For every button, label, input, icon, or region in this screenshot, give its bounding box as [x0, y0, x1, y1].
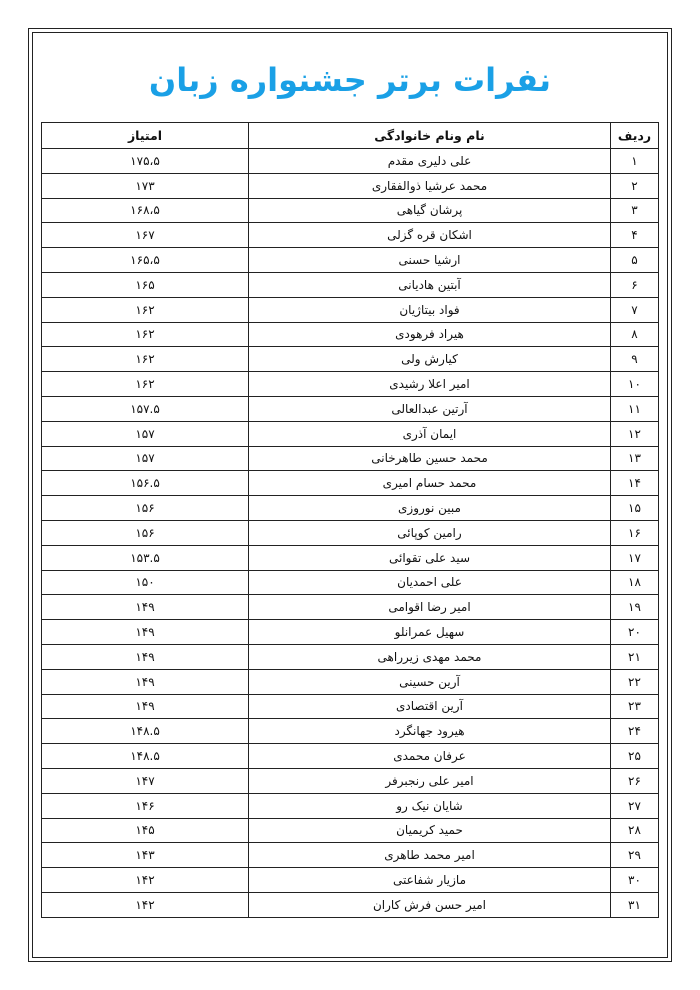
cell-name: علی احمدیان [249, 570, 611, 595]
table-row [42, 892, 659, 917]
table-row [42, 248, 659, 273]
table-row [42, 843, 659, 868]
header-name: نام ونام خانوادگی [249, 123, 611, 149]
cell-rank: ۱۲ [611, 421, 659, 446]
cell-name: عرفان محمدی [249, 744, 611, 769]
cell-name: محمد مهدی زیرراهی [249, 644, 611, 669]
cell-name: فواد بیتاژیان [249, 297, 611, 322]
cell-name: محمد عرشیا ذوالفقاری [249, 173, 611, 198]
cell-rank: ۶ [611, 272, 659, 297]
cell-name: امیر رضا اقوامی [249, 595, 611, 620]
cell-score: ۱۷۳ [42, 173, 249, 198]
table-row [42, 793, 659, 818]
cell-rank: ۲۶ [611, 768, 659, 793]
cell-score: ۱۵۶ [42, 496, 249, 521]
cell-name: امیر علی رنجبرفر [249, 768, 611, 793]
cell-name: مبین نوروزی [249, 496, 611, 521]
table-row [42, 644, 659, 669]
cell-name: علی دلیری مقدم [249, 149, 611, 174]
cell-score: ۱۶۸،۵ [42, 198, 249, 223]
cell-score: ۱۴۹ [42, 669, 249, 694]
cell-rank: ۲ [611, 173, 659, 198]
cell-rank: ۹ [611, 347, 659, 372]
cell-name: سهیل عمرانلو [249, 620, 611, 645]
cell-score: ۱۴۵ [42, 818, 249, 843]
cell-score: ۱۵۷ [42, 446, 249, 471]
cell-rank: ۱۸ [611, 570, 659, 595]
table-header-row [42, 123, 659, 149]
cell-score: ۱۵۶.۵ [42, 471, 249, 496]
cell-name: هیراد فرهودی [249, 322, 611, 347]
cell-rank: ۱۳ [611, 446, 659, 471]
cell-name: کیارش ولی [249, 347, 611, 372]
cell-rank: ۱۶ [611, 520, 659, 545]
cell-score: ۱۵۰ [42, 570, 249, 595]
results-table [41, 122, 659, 918]
cell-name: آرتین عبدالعالی [249, 396, 611, 421]
table-row [42, 471, 659, 496]
cell-name: ایمان آذری [249, 421, 611, 446]
cell-rank: ۳۰ [611, 868, 659, 893]
cell-name: حمید کریمیان [249, 818, 611, 843]
table-row [42, 297, 659, 322]
table-row [42, 620, 659, 645]
cell-rank: ۱۹ [611, 595, 659, 620]
cell-rank: ۲۹ [611, 843, 659, 868]
cell-name: محمد حسین طاهرخانی [249, 446, 611, 471]
table-row [42, 818, 659, 843]
cell-name: آرین اقتصادی [249, 694, 611, 719]
cell-rank: ۱۵ [611, 496, 659, 521]
cell-rank: ۸ [611, 322, 659, 347]
table-row [42, 669, 659, 694]
cell-score: ۱۷۵،۵ [42, 149, 249, 174]
cell-score: ۱۵۷ [42, 421, 249, 446]
cell-score: ۱۶۵،۵ [42, 248, 249, 273]
cell-score: ۱۶۲ [42, 372, 249, 397]
cell-name: امیر محمد طاهری [249, 843, 611, 868]
cell-score: ۱۴۲ [42, 892, 249, 917]
cell-score: ۱۶۲ [42, 347, 249, 372]
table-row [42, 520, 659, 545]
cell-score: ۱۴۹ [42, 620, 249, 645]
table-row [42, 173, 659, 198]
cell-name: آبتین هادیانی [249, 272, 611, 297]
cell-rank: ۳۱ [611, 892, 659, 917]
cell-rank: ۲۳ [611, 694, 659, 719]
cell-rank: ۱۱ [611, 396, 659, 421]
cell-score: ۱۶۵ [42, 272, 249, 297]
table-row [42, 768, 659, 793]
cell-rank: ۲۴ [611, 719, 659, 744]
cell-score: ۱۴۹ [42, 595, 249, 620]
cell-rank: ۳ [611, 198, 659, 223]
cell-score: ۱۴۸.۵ [42, 744, 249, 769]
table-row [42, 868, 659, 893]
table-row [42, 694, 659, 719]
table-row [42, 372, 659, 397]
cell-name: امیر حسن فرش کاران [249, 892, 611, 917]
cell-score: ۱۴۶ [42, 793, 249, 818]
table-row [42, 496, 659, 521]
cell-score: ۱۵۶ [42, 520, 249, 545]
table-row [42, 322, 659, 347]
table-row [42, 149, 659, 174]
cell-score: ۱۴۳ [42, 843, 249, 868]
cell-rank: ۱۰ [611, 372, 659, 397]
cell-rank: ۴ [611, 223, 659, 248]
cell-name: ارشیا حسنی [249, 248, 611, 273]
cell-score: ۱۴۸.۵ [42, 719, 249, 744]
table-row [42, 396, 659, 421]
cell-name: اشکان قره گزلی [249, 223, 611, 248]
header-score: امتیاز [42, 123, 249, 149]
cell-score: ۱۴۹ [42, 694, 249, 719]
cell-rank: ۲۵ [611, 744, 659, 769]
cell-score: ۱۴۷ [42, 768, 249, 793]
table-row [42, 421, 659, 446]
cell-score: ۱۶۷ [42, 223, 249, 248]
page-title: نفرات برتر جشنواره زبان [148, 61, 552, 99]
cell-rank: ۷ [611, 297, 659, 322]
cell-rank: ۲۸ [611, 818, 659, 843]
table-row [42, 272, 659, 297]
table-row [42, 595, 659, 620]
cell-name: پرشان گیاهی [249, 198, 611, 223]
cell-rank: ۲۱ [611, 644, 659, 669]
cell-name: مازیار شفاعتی [249, 868, 611, 893]
cell-rank: ۲۲ [611, 669, 659, 694]
cell-name: محمد حسام امیری [249, 471, 611, 496]
cell-name: امیر اعلا رشیدی [249, 372, 611, 397]
table-row [42, 198, 659, 223]
table-row [42, 719, 659, 744]
cell-score: ۱۶۲ [42, 322, 249, 347]
table-row [42, 446, 659, 471]
cell-rank: ۱۴ [611, 471, 659, 496]
cell-name: سید علی تقوائی [249, 545, 611, 570]
cell-name: هیرود جهانگرد [249, 719, 611, 744]
cell-rank: ۵ [611, 248, 659, 273]
cell-rank: ۲۰ [611, 620, 659, 645]
cell-rank: ۱ [611, 149, 659, 174]
cell-name: شایان نیک رو [249, 793, 611, 818]
cell-name: رامین کوپائی [249, 520, 611, 545]
cell-rank: ۱۷ [611, 545, 659, 570]
cell-score: ۱۵۷.۵ [42, 396, 249, 421]
cell-score: ۱۵۳.۵ [42, 545, 249, 570]
cell-score: ۱۶۲ [42, 297, 249, 322]
table-row [42, 545, 659, 570]
table-row [42, 744, 659, 769]
cell-name: آرین حسینی [249, 669, 611, 694]
table-row [42, 223, 659, 248]
header-rank: ردیف [611, 123, 659, 149]
table-row [42, 570, 659, 595]
cell-rank: ۲۷ [611, 793, 659, 818]
cell-score: ۱۴۹ [42, 644, 249, 669]
table-row [42, 347, 659, 372]
cell-score: ۱۴۲ [42, 868, 249, 893]
